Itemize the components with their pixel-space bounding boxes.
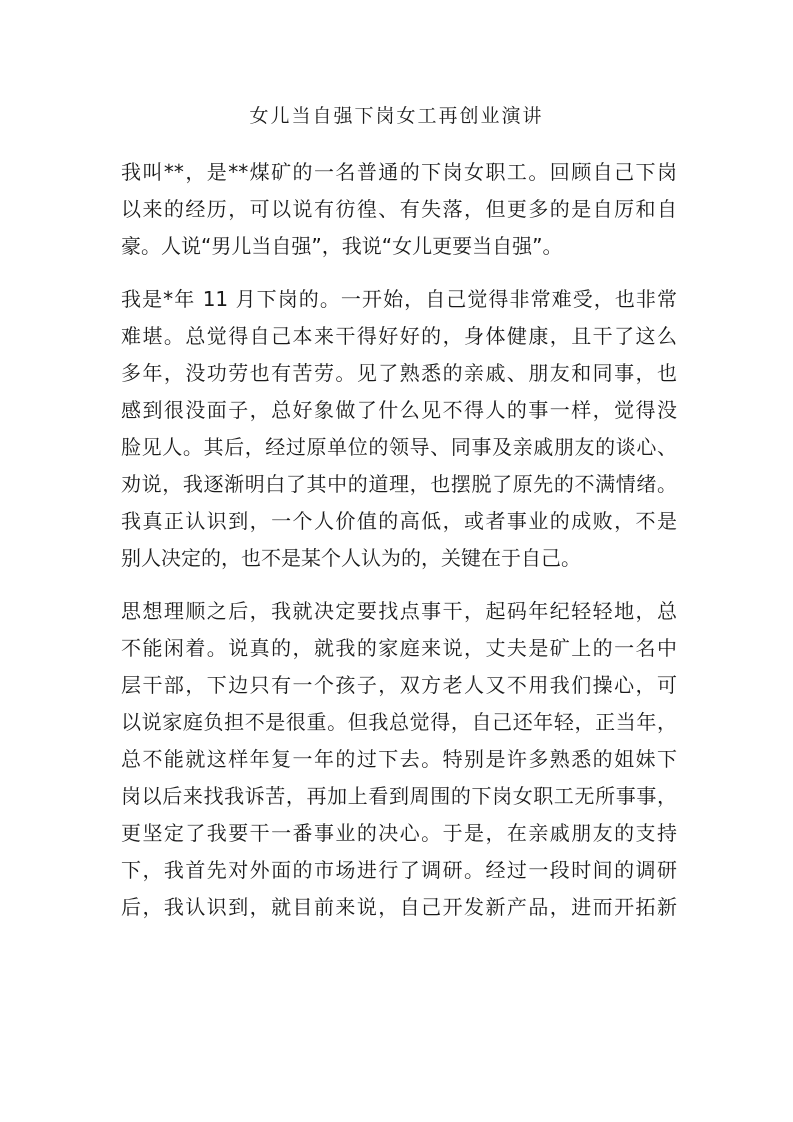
text-line: 劝说，我逐渐明白了其中的道理，也摆脱了原先的不满情绪。 bbox=[121, 472, 677, 496]
paragraph-3 bbox=[121, 593, 677, 926]
document-body bbox=[121, 154, 677, 942]
text-line: 岗以后来找我诉苦，再加上看到周围的下岗女职工无所事事， bbox=[121, 784, 677, 808]
text-line: 难堪。总觉得自己本来干得好好的，身体健康，且干了这么 bbox=[121, 324, 677, 348]
text-line: 以来的经历，可以说有彷徨、有失落，但更多的是自厉和自 bbox=[121, 197, 677, 221]
text-line: 思想理顺之后，我就决定要找点事干，起码年纪轻轻地，总 bbox=[121, 599, 677, 623]
text-line: 豪。人说“男儿当自强”，我说“女儿更要当自强”。 bbox=[121, 234, 563, 258]
text-line: 别人决定的，也不是某个人认为的，关键在于自己。 bbox=[121, 546, 581, 570]
text-line: 不能闲着。说真的，就我的家庭来说，丈夫是矿上的一名中 bbox=[121, 636, 677, 660]
text-line: 层干部，下边只有一个孩子，双方老人又不用我们操心，可 bbox=[121, 673, 677, 697]
text-line: 以说家庭负担不是很重。但我总觉得，自己还年轻，正当年， bbox=[121, 710, 677, 734]
text-line: 总不能就这样年复一年的过下去。特别是许多熟悉的姐妹下 bbox=[121, 747, 677, 771]
paragraph-1 bbox=[121, 154, 677, 265]
paragraph-2 bbox=[121, 281, 677, 577]
text-line: 后，我认识到，就目前来说，自己开发新产品，进而开拓新 bbox=[121, 895, 677, 919]
text-line: 下，我首先对外面的市场进行了调研。经过一段时间的调研 bbox=[121, 858, 677, 882]
document-title: 女儿当自强下岗女工再创业演讲 bbox=[249, 105, 544, 127]
text-line: 我叫**，是**煤矿的一名普通的下岗女职工。回顾自己下岗 bbox=[121, 160, 677, 184]
text-line: 脸见人。其后，经过原单位的领导、同事及亲戚朋友的谈心、 bbox=[121, 435, 677, 459]
text-line: 感到很没面子，总好象做了什么见不得人的事一样，觉得没 bbox=[121, 398, 677, 422]
text-line: 我是*年 11 月下岗的。一开始，自己觉得非常难受，也非常 bbox=[121, 287, 677, 311]
text-line: 多年，没功劳也有苦劳。见了熟悉的亲戚、朋友和同事，也 bbox=[121, 361, 677, 385]
text-line: 我真正认识到，一个人价值的高低，或者事业的成败，不是 bbox=[121, 509, 677, 533]
text-line: 更坚定了我要干一番事业的决心。于是，在亲戚朋友的支持 bbox=[121, 821, 677, 845]
